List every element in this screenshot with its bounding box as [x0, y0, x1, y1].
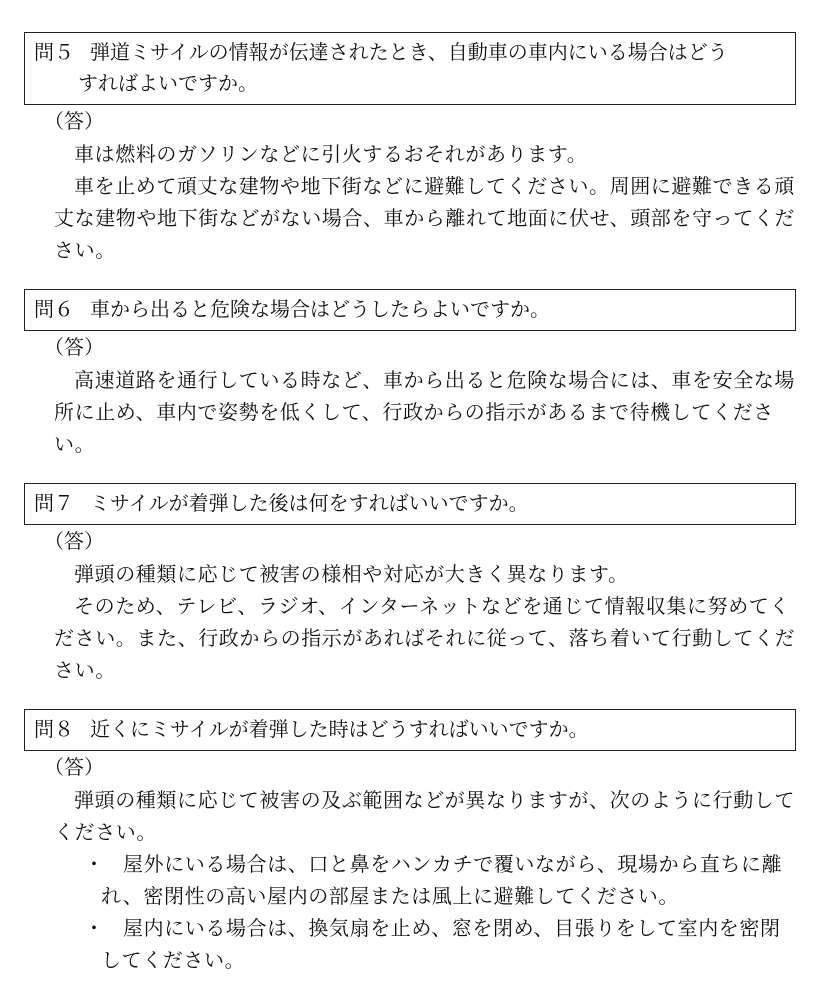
question-text-line2: すればよいですか。 — [78, 71, 258, 95]
question-number: 問５ — [34, 40, 74, 64]
answer-label: （答） — [44, 529, 104, 553]
question-number: 問７ — [34, 491, 74, 515]
question-number: 問６ — [34, 297, 74, 321]
question-text: ミサイルが着弾した後は何をすればいいですか。 — [90, 491, 529, 515]
qa-block-7 — [24, 483, 796, 686]
qa-block-5 — [24, 32, 796, 266]
bullet-item — [84, 912, 796, 976]
answer-paragraph: 車を止めて頑丈な建物や地下街などに避難してください。周囲に避難できる頑丈な建物や地下街などがない場合、車から離れて地面に伏せ、頭部を守ってください。 — [54, 174, 795, 262]
bullet-mark: ・ — [84, 916, 105, 940]
bullet-mark: ・ — [84, 852, 105, 876]
answer-paragraph: そのため、テレビ、ラジオ、インターネットなどを通じて情報収集に努めてください。また、行政からの指示があればそれに従って、落ち着いて行動してください。 — [54, 594, 796, 682]
bullet-text: 屋内にいる場合は、換気扇を止め、窓を閉め、目張りをして室内を密閉してください。 — [101, 916, 781, 972]
answer-paragraph: 弾頭の種類に応じて被害の及ぶ範囲などが異なりますが、次のように行動してください。 — [54, 788, 795, 844]
question-text-line1: 弾道ミサイルの情報が伝達されたとき、自動車の車内にいる場合はどう — [90, 40, 728, 64]
question-box — [24, 483, 796, 525]
qa-block-8 — [24, 709, 796, 976]
question-text: 近くにミサイルが着弾した時はどうすればいいですか。 — [90, 717, 589, 741]
question-box — [24, 709, 796, 751]
bullet-text: 屋外にいる場合は、口と鼻をハンカチで覆いながら、現場から直ちに離れ、密閉性の高い屋内の部屋または風上に避難してください。 — [101, 852, 783, 908]
question-box — [24, 32, 796, 105]
answer-paragraph: 弾頭の種類に応じて被害の様相や対応が大きく異なります。 — [74, 562, 629, 586]
answer-paragraph: 車は燃料のガソリンなどに引火するおそれがあります。 — [74, 142, 588, 166]
question-number: 問８ — [34, 717, 74, 741]
question-text: 車から出ると危険な場合はどうしたらよいですか。 — [90, 297, 550, 321]
qa-block-6 — [24, 289, 796, 460]
answer-paragraph: 高速道路を通行している時など、車から出ると危険な場合には、車を安全な場所に止め、車内で姿勢を低くして、行政からの指示があるまで待機してください。 — [54, 368, 795, 456]
question-box — [24, 289, 796, 331]
answer-label: （答） — [44, 109, 104, 133]
answer-label: （答） — [44, 755, 104, 779]
bullet-item — [84, 848, 796, 912]
answer-label: （答） — [44, 335, 104, 359]
